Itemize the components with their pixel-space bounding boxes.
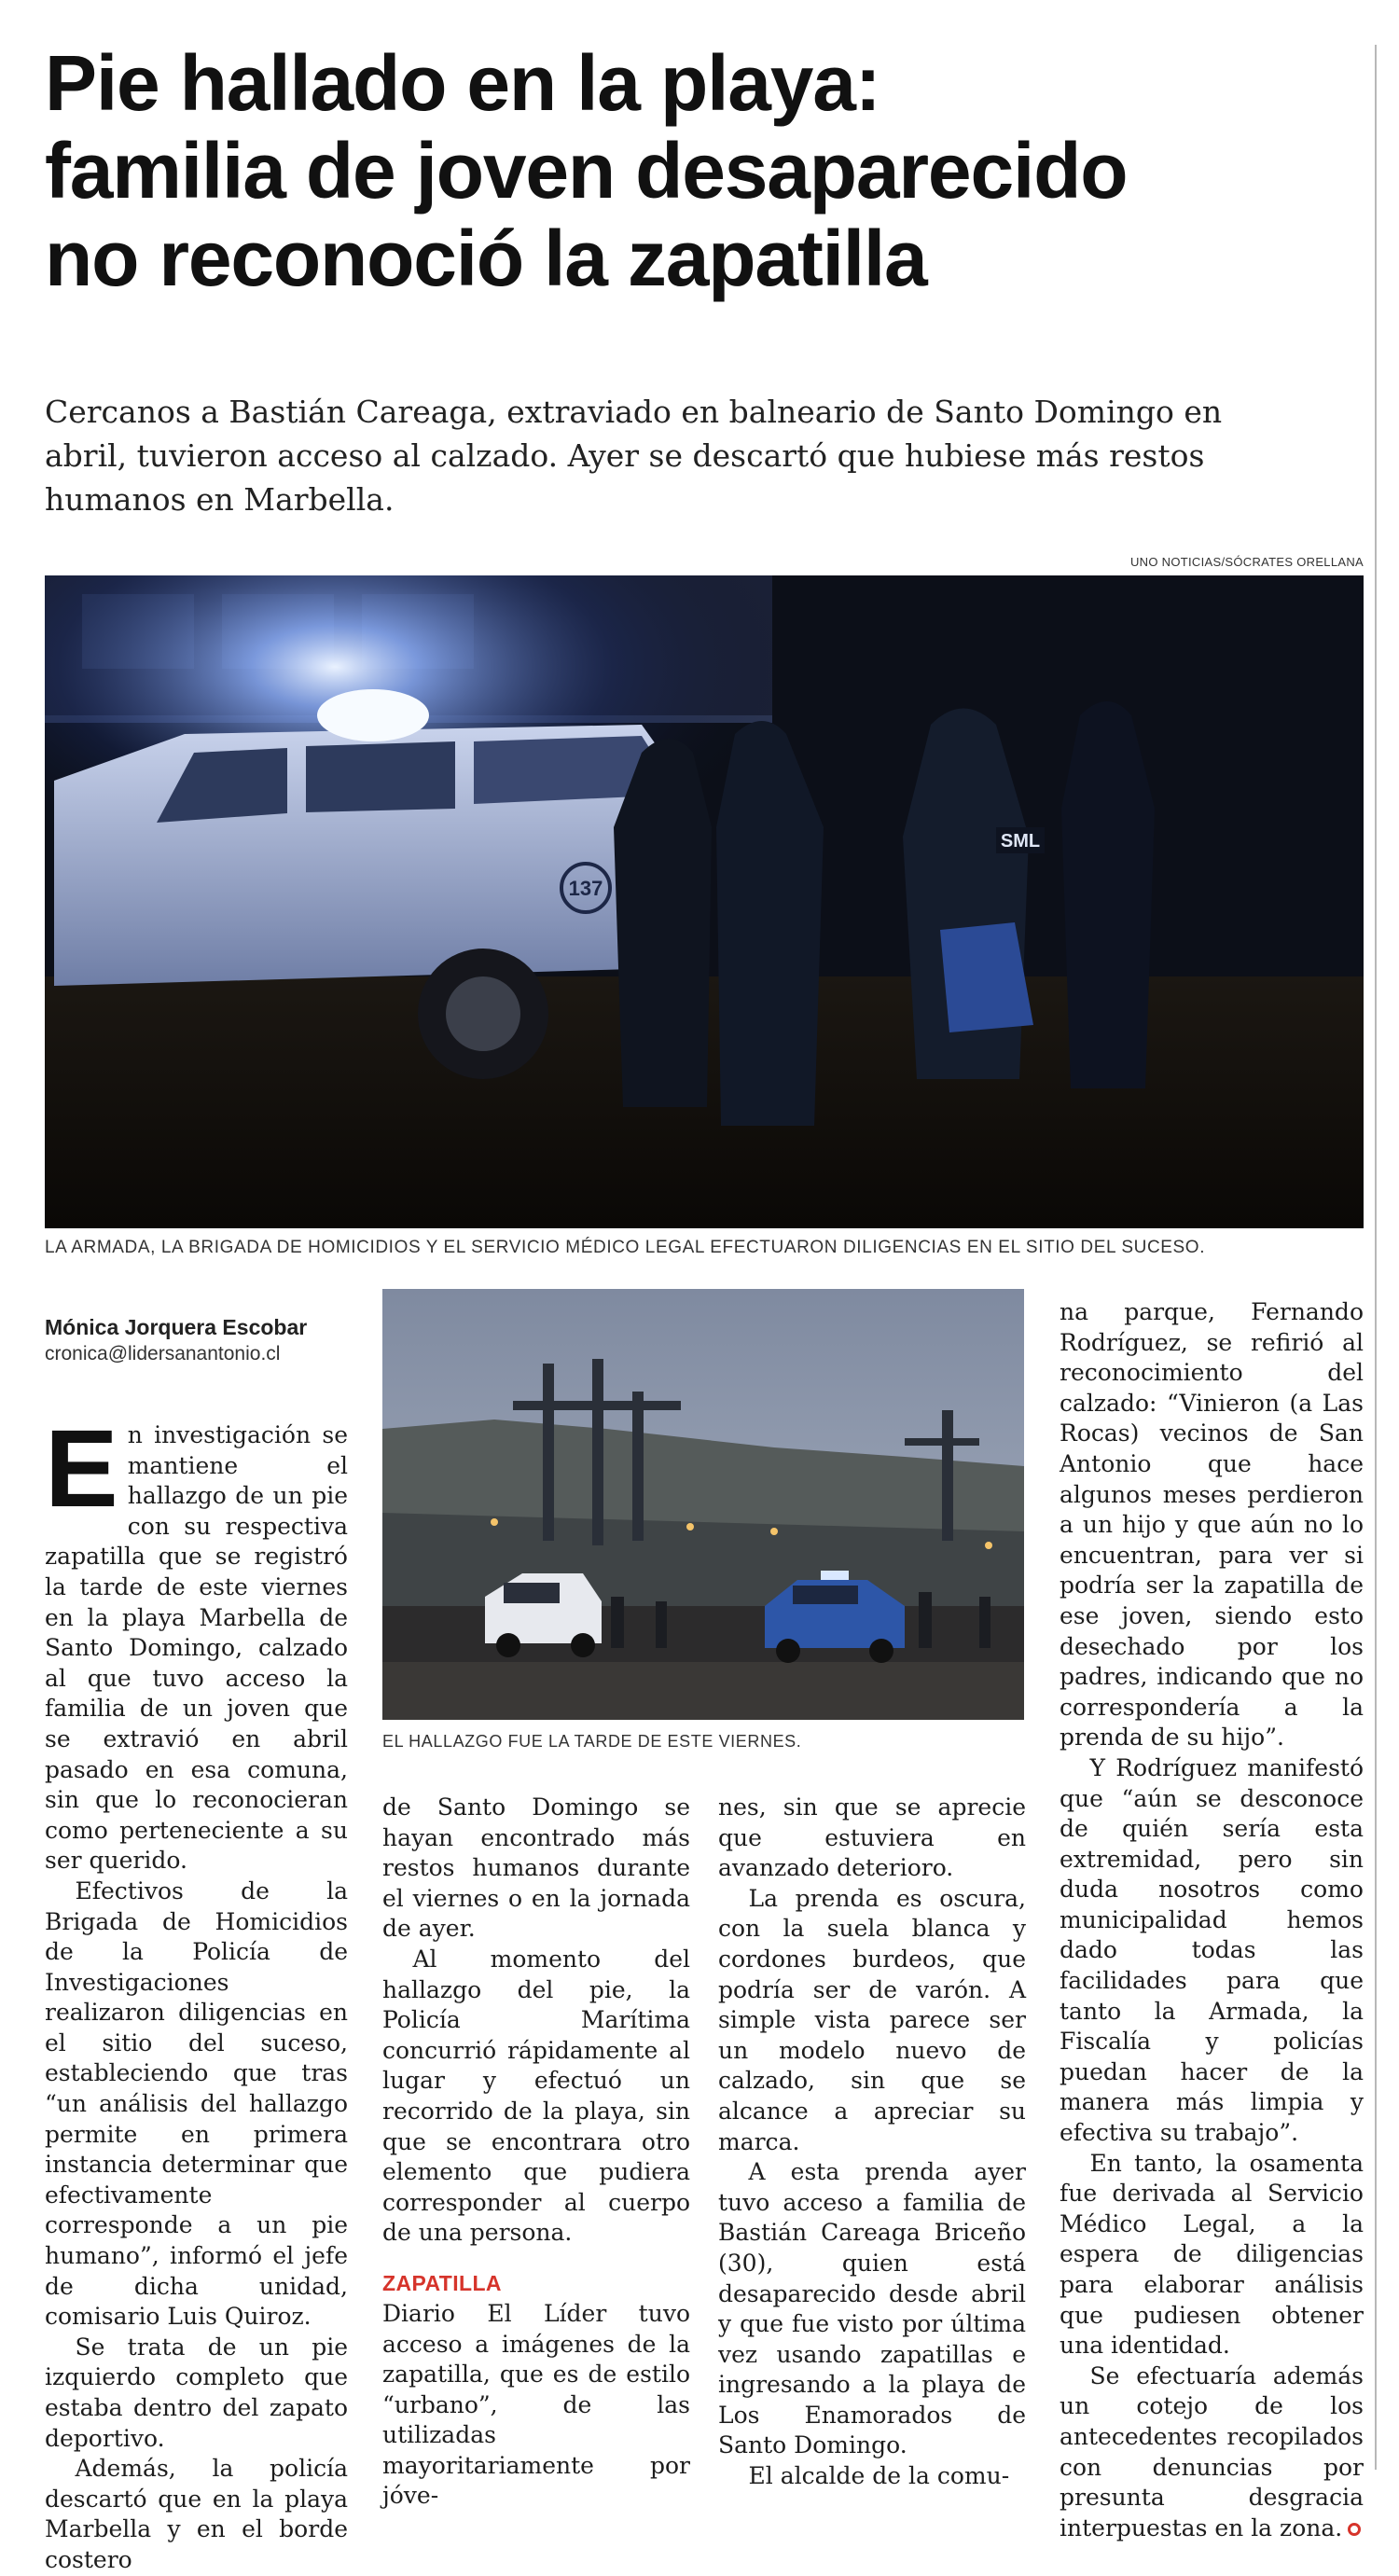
article-paragraph: El alcalde de la comu-	[748, 2462, 1010, 2490]
column-rule	[1375, 45, 1377, 2470]
article-paragraph: de Santo Domingo se hayan encontrado más restos humanos durante el viernes o en la jornada de ayer.	[382, 1794, 690, 1943]
byline-author: Mónica Jorquera Escobar	[45, 1315, 308, 1339]
deck-line: abril, tuvieron acceso al calzado. Ayer se descartó que hubiese más restos	[45, 437, 1205, 474]
article-paragraph: A esta prenda ayer tuvo acceso a familia de Bastián Careaga Briceño (30), quien está desaparecido desde abril y que fue visto por última vez usando zapatillas e ingresando a la playa de Los Enamorados de Santo Domingo.	[718, 2158, 1026, 2459]
article-column-4	[1060, 1297, 1364, 2543]
secondary-photo	[382, 1289, 1024, 1720]
article-paragraph: Diario El Líder tuvo acceso a imágenes de la zapatilla, que es de estilo “urbano”, de las utilizadas mayoritariamente por jóve-	[382, 2299, 690, 2510]
article-paragraph: Efectivos de la Brigada de Homicidios de la Policía de Investigaciones realizaron diligencias en el sitio del suceso, estableciendo que tras “un análisis del hallazgo permite en primera instancia determinar que efectivamente corresponde a un pie humano”, informó el jefe de dicha unidad, comisario Luis Quiroz.	[45, 1877, 348, 2331]
article-paragraph: En tanto, la osamenta fue derivada al Servicio Médico Legal, a la espera de diligencias para elaborar análisis que pudiesen obtener una identidad.	[1060, 2149, 1364, 2360]
article-paragraph: La prenda es oscura, con la suela blanca y cordones burdeos, que podría ser de varón. A simple vista parece ser un modelo nuevo de calzado, sin que se alcance a apreciar su marca.	[718, 1884, 1026, 2155]
article-paragraph	[1060, 2361, 1364, 2544]
headline	[45, 39, 1369, 302]
byline-email: cronica@lidersanantonio.cl	[45, 1343, 281, 1364]
secondary-photo-caption: EL HALLAZGO FUE LA TARDE DE ESTE VIERNES.	[382, 1732, 802, 1751]
end-of-article-icon	[1348, 2523, 1361, 2536]
main-photo	[45, 575, 1364, 1228]
deck-line: Cercanos a Bastián Careaga, extraviado en balneario de Santo Domingo en	[45, 394, 1223, 430]
article-paragraph: Al momento del hallazgo del pie, la Policía Marítima concurrió rápidamente al lugar y efectuó un recorrido de la playa, sin que se encontrara otro elemento que pudiera corresponder al cuerpo de una persona.	[382, 1945, 690, 2247]
article-column-1	[45, 1407, 348, 2576]
vehicle-number: 137	[568, 877, 603, 900]
article-paragraph: Además, la policía descartó que en la playa Marbella y en el borde costero	[45, 2455, 348, 2573]
headline-line: Pie hallado en la playa:	[45, 39, 880, 127]
paragraph-text: n investigación se mantiene el hallazgo de un pie con su respectiva zapatilla que se registró la tarde de este viernes en la playa Marbella de Santo Domingo, calzado al que tuvo acceso la familia de un joven que se extravió en abril pasado en esa comuna, sin que lo reconocieran como perteneciente a su ser querido.	[45, 1421, 348, 1875]
deck-subtitle	[45, 390, 1360, 521]
paragraph-text: Se efectuaría además un cotejo de los antecedentes recopilados con denuncias por presunta desgracia interpuestas en la zona.	[1060, 2361, 1364, 2541]
section-subhead: ZAPATILLA	[382, 2270, 502, 2295]
headline-line: familia de joven desaparecido	[45, 127, 1128, 215]
deck-line: humanos en Marbella.	[45, 481, 395, 518]
vest-text: SML	[1000, 831, 1041, 852]
headline-line: no reconoció la zapatilla	[45, 215, 927, 302]
article-paragraph: Se trata de un pie izquierdo completo que estaba dentro del zapato deportivo.	[45, 2333, 348, 2452]
main-photo-caption: LA ARMADA, LA BRIGADA DE HOMICIDIOS Y EL SERVICIO MÉDICO LEGAL EFECTUARON DILIGENCIAS EN EL SITIO DEL SUCESO.	[45, 1238, 1206, 1257]
article-column-3	[718, 1793, 1026, 2492]
article-column-2	[382, 1793, 690, 2512]
photo-credit: UNO NOTICIAS/SÓCRATES ORELLANA	[1129, 555, 1364, 569]
dropcap: E	[45, 1407, 118, 1530]
article-paragraph	[45, 1407, 348, 1877]
byline	[45, 1313, 362, 1367]
article-paragraph: na parque, Fernando Rodríguez, se refirió al reconocimiento del calzado: “Vinieron (a Las Rocas) vecinos de San Antonio que hace algunos meses perdieron a un hijo y que aún no lo encuentran, para ver si podría ser la zapatilla de ese joven, siendo esto desechado por los padres, indicando que no correspondería a la prenda de su hijo”.	[1060, 1298, 1364, 1752]
article-paragraph: Y Rodríguez manifestó que “aún se desconoce de quién sería esta extremidad, pero sin duda nosotros como municipalidad hemos dado todas las facilidades para que tanto la Armada, la Fiscalía y policías puedan hacer de la manera más limpia y efectiva su trabajo”.	[1060, 1753, 1364, 2147]
article-paragraph: nes, sin que se aprecie que estuviera en avanzado deterioro.	[718, 1794, 1026, 1882]
